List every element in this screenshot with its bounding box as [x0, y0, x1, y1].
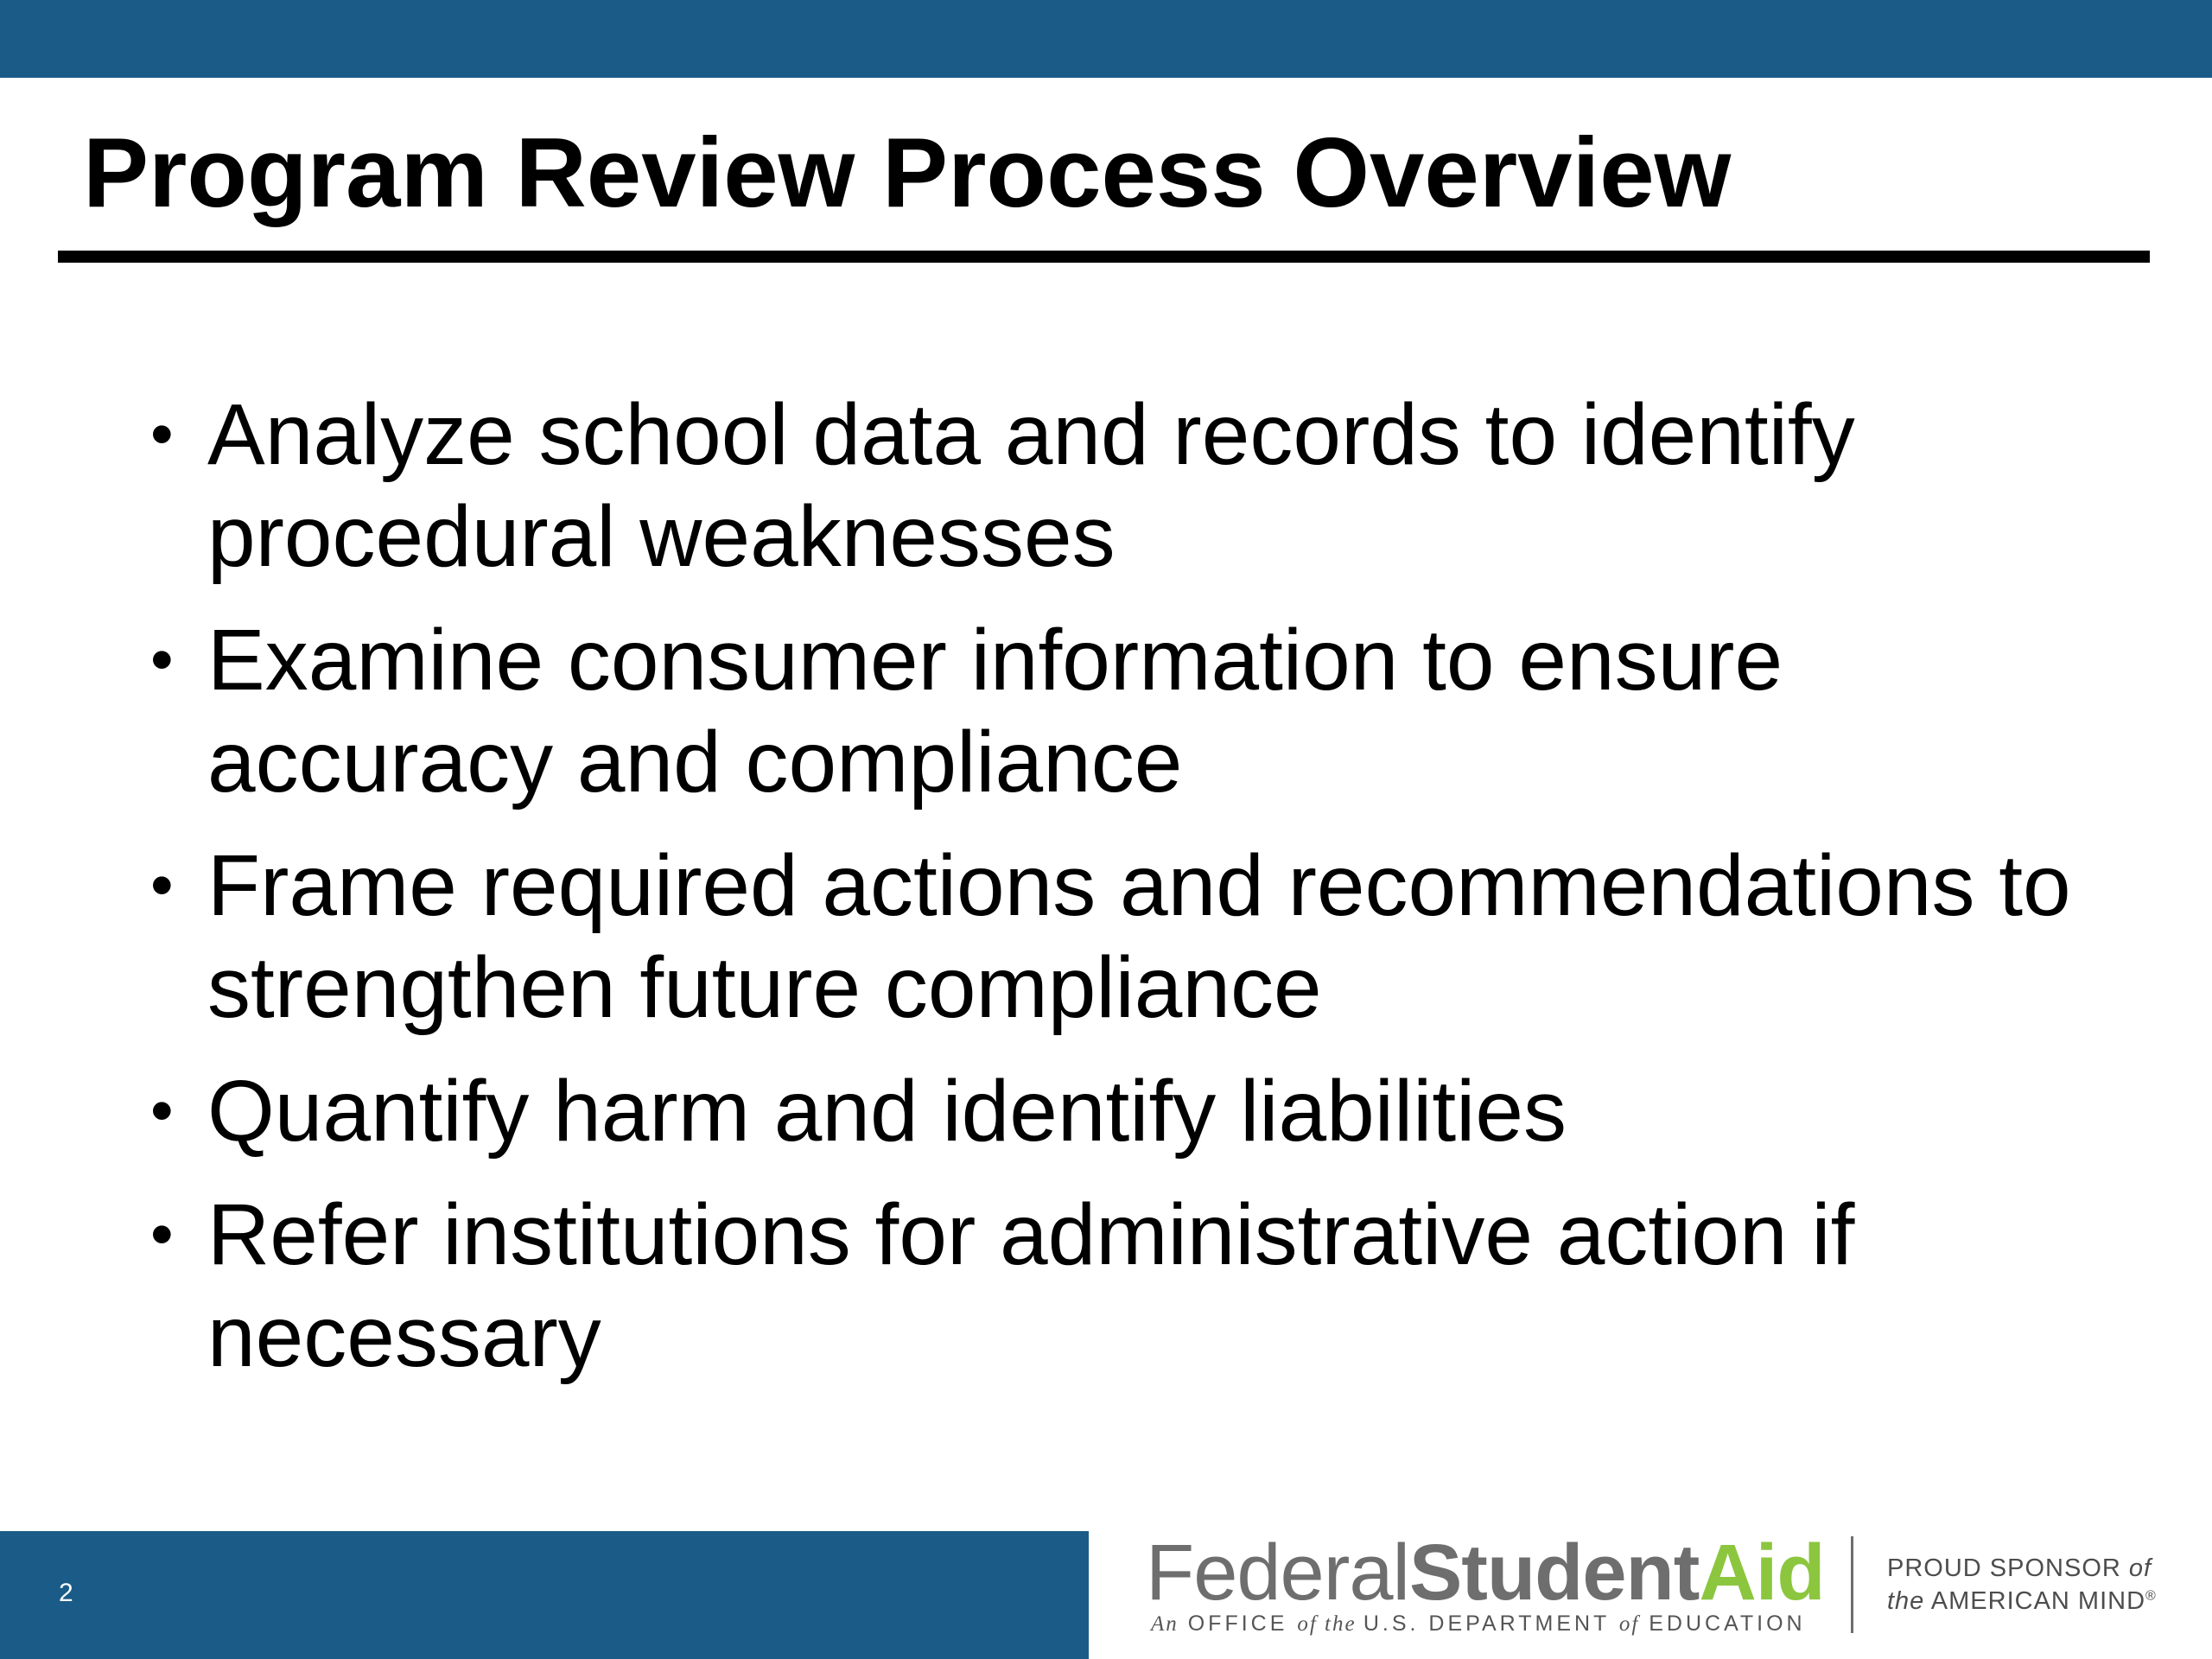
bullet-dot-icon: • — [150, 397, 174, 471]
tagline-part: An — [1151, 1612, 1179, 1636]
bullet-item — [138, 1060, 2126, 1162]
sponsor-part: PROUD SPONSOR — [1887, 1554, 2129, 1582]
sponsor-text — [1887, 1552, 2157, 1618]
bullet-text-line: Quantify harm and identify liabilities — [207, 1063, 1567, 1160]
tagline-part: the — [1317, 1612, 1363, 1636]
bullet-item — [138, 835, 2126, 1039]
tagline-part: OFFICE — [1178, 1611, 1298, 1636]
bullet-text-line: Analyze school data and records to identify — [207, 386, 1855, 483]
page-number: 2 — [59, 1579, 73, 1607]
tagline-part: EDUCATION — [1639, 1611, 1806, 1636]
logo-tagline — [1151, 1611, 1806, 1637]
sponsor-part: of — [2128, 1554, 2152, 1582]
federal-student-aid-logo — [1146, 1528, 1825, 1640]
sponsor-line-1 — [1887, 1552, 2157, 1585]
sponsor-line-2 — [1887, 1585, 2157, 1618]
bullet-text-line: strengthen future compliance — [207, 939, 1322, 1036]
registered-mark: ® — [2145, 1588, 2157, 1604]
top-header-band — [0, 0, 2212, 78]
tagline-part: of — [1618, 1612, 1640, 1636]
bullet-text-line: procedural weaknesses — [207, 488, 1116, 585]
bullet-dot-icon: • — [150, 623, 174, 696]
title-underline-rule — [58, 251, 2150, 263]
logo-student-text: Student — [1408, 1529, 1700, 1617]
bullet-item — [138, 384, 2126, 588]
bullet-item — [138, 1184, 2126, 1388]
bullet-list — [138, 384, 2126, 1409]
sponsor-part: AMERICAN MIND — [1924, 1587, 2146, 1615]
bullet-item — [138, 609, 2126, 813]
logo-aid-text: Aid — [1699, 1529, 1825, 1617]
logo-wordmark — [1146, 1528, 1825, 1618]
tagline-part: U.S. DEPARTMENT — [1363, 1611, 1619, 1636]
bullet-dot-icon: • — [150, 1074, 174, 1147]
bullet-text-line: accuracy and compliance — [207, 714, 1183, 810]
bullet-dot-icon: • — [150, 1198, 174, 1271]
sponsor-part: the — [1887, 1587, 1925, 1615]
bullet-text-line: Refer institutions for administrative action if — [207, 1186, 1855, 1283]
logo-federal-text: Federal — [1146, 1529, 1409, 1617]
tagline-part: of — [1297, 1612, 1318, 1636]
bullet-text-line: necessary — [207, 1288, 601, 1385]
bullet-text-line: Examine consumer information to ensure — [207, 612, 1783, 709]
bullet-dot-icon: • — [150, 849, 174, 922]
footer-band — [0, 1531, 1089, 1659]
logo-divider — [1851, 1536, 1853, 1633]
bullet-text-line: Frame required actions and recommendations to — [207, 837, 2071, 934]
slide-title: Program Review Process Overview — [83, 118, 1732, 228]
